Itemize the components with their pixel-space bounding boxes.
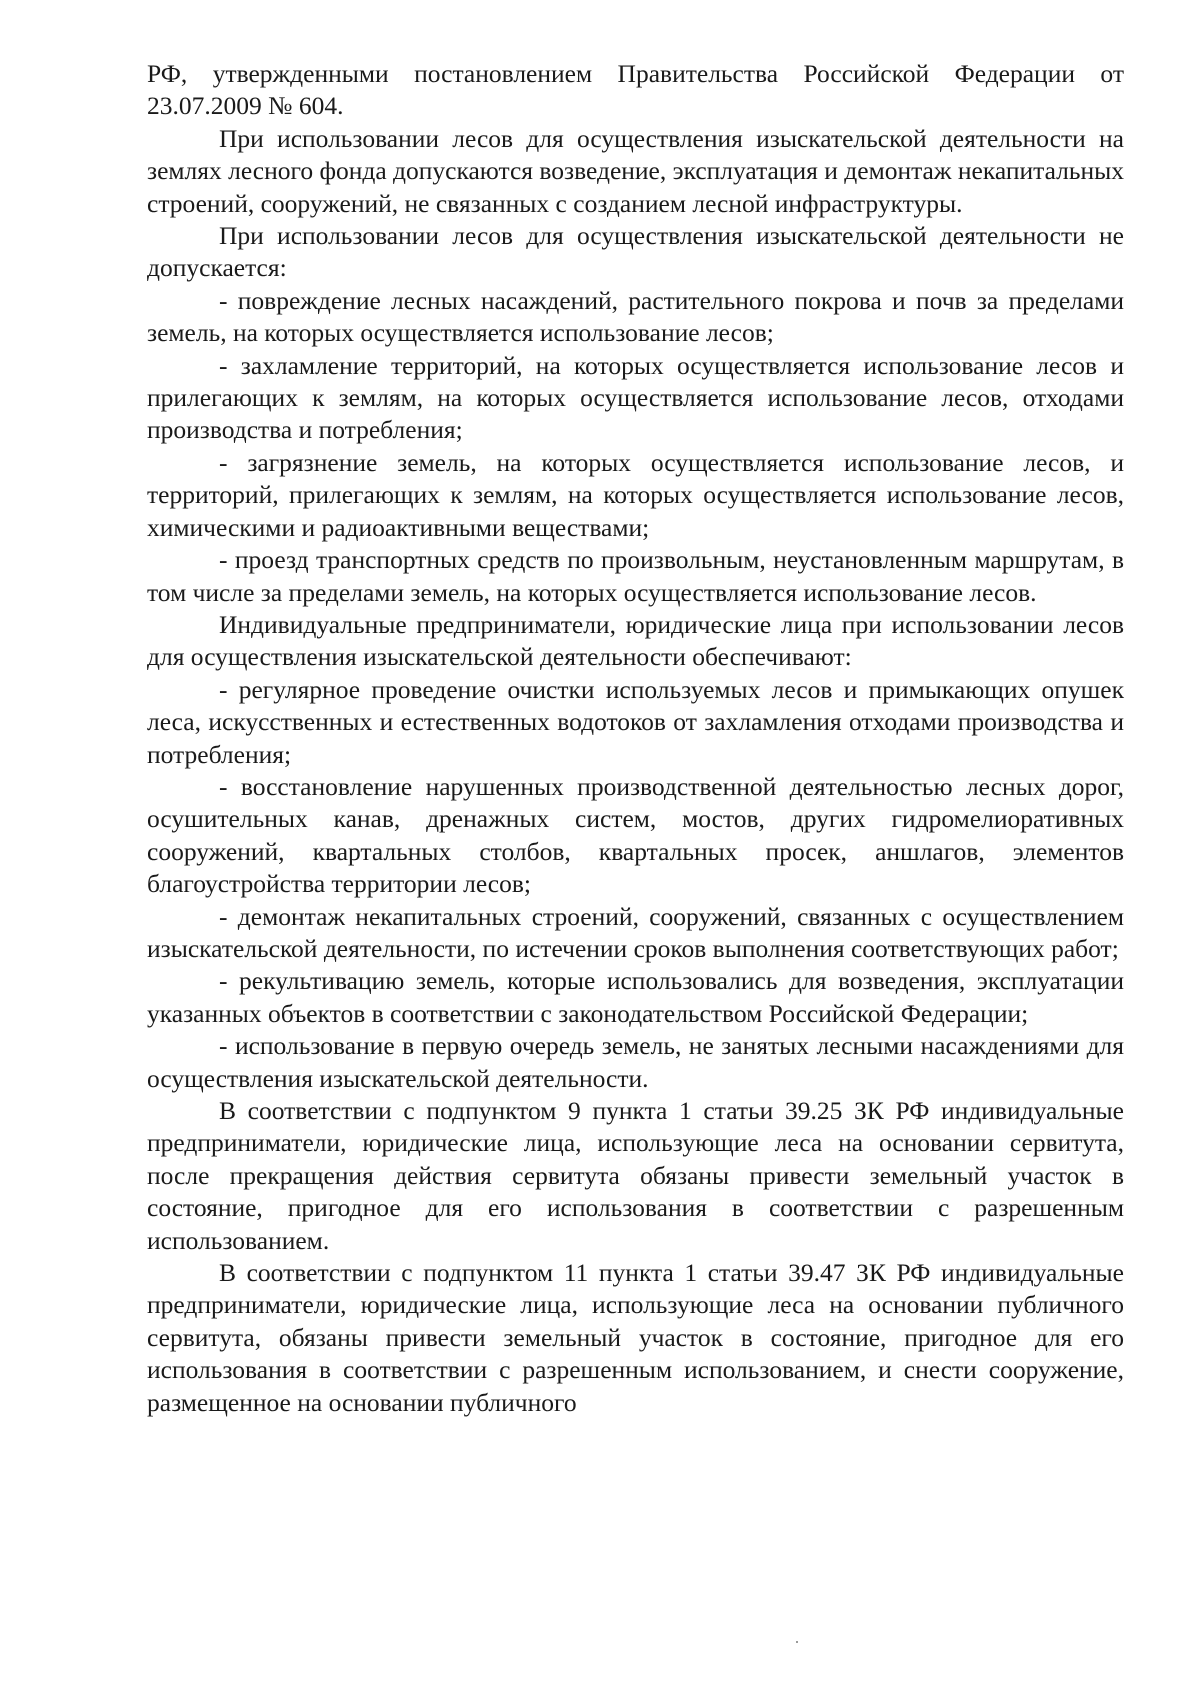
list-item: - загрязнение земель, на которых осуществляется использование лесов, и территорий, прилегающих к землям, на которых осуществляется использование лесов, химическими и радиоактивными веществами; [147, 447, 1124, 542]
list-item: - восстановление нарушенных производственной деятельностью лесных дорог, осушительных канав, дренажных систем, мостов, других гидромелиоративных сооружений, квартальных столбов, квартальных просек, аншлагов, элементов благоустройства территории лесов; [147, 771, 1124, 899]
list-item: - рекультивацию земель, которые использовались для возведения, эксплуатации указанных объектов в соответствии с законодательством Российской Федерации; [147, 966, 1124, 1028]
list-item: - захламление территорий, на которых осуществляется использование лесов и прилегающих к землям, на которых осуществляется использование лесов, отходами производства и потребления; [147, 350, 1124, 445]
paragraph-public-servitude-39-47: В соответствии с подпунктом 11 пункта 1 статьи 39.47 ЗК РФ индивидуальные предприниматели, юридические лица, использующие леса на основании публичного сервитута, обязаны привести земельный участок в состояние, пригодное для его использования в соответствии с разрешенным использованием, и снести сооружение, размещенное на основании публичного [147, 1258, 1124, 1417]
paragraph-not-allowed-intro: При использовании лесов для осуществления изыскательской деятельности не допускается: [147, 221, 1124, 283]
paragraph-continuation: РФ, утвержденными постановлением Правительства Российской Федерации от 23.07.2009 № 604. [147, 59, 1124, 121]
document-body [147, 58, 1124, 1419]
paragraph-obligations-intro: Индивидуальные предприниматели, юридические лица при использовании лесов для осуществления изыскательской деятельности обеспечивают: [147, 609, 1124, 672]
list-item: - регулярное проведение очистки используемых лесов и примыкающих опушек леса, искусственных и естественных водотоков от захламления отходами производства и потребления; [147, 674, 1124, 769]
scan-speck [796, 1641, 798, 1643]
list-item: - использование в первую очередь земель, не занятых лесными насаждениями для осуществления изыскательской деятельности. [147, 1031, 1124, 1093]
list-item: - повреждение лесных насаждений, растительного покрова и почв за пределами земель, на которых осуществляется использование лесов; [147, 285, 1124, 348]
paragraph-servitude-39-25: В соответствии с подпунктом 9 пункта 1 статьи 39.25 ЗК РФ индивидуальные предприниматели, юридические лица, использующие леса на основании сервитута, после прекращения действия сервитута обязаны привести земельный участок в состояние, пригодное для его использования в соответствии с разрешенным использованием. [147, 1096, 1124, 1255]
list-item: - проезд транспортных средств по произвольным, неустановленным маршрутам, в том числе за пределами земель, на которых осуществляется использование лесов. [147, 545, 1124, 607]
paragraph-permitted-structures: При использовании лесов для осуществления изыскательской деятельности на землях лесного фонда допускаются возведение, эксплуатация и демонтаж некапитальных строений, сооружений, не связанных с созданием лесной инфраструктуры. [147, 123, 1124, 218]
list-item: - демонтаж некапитальных строений, сооружений, связанных с осуществлением изыскательской деятельности, по истечении сроков выполнения соответствующих работ; [147, 901, 1124, 963]
